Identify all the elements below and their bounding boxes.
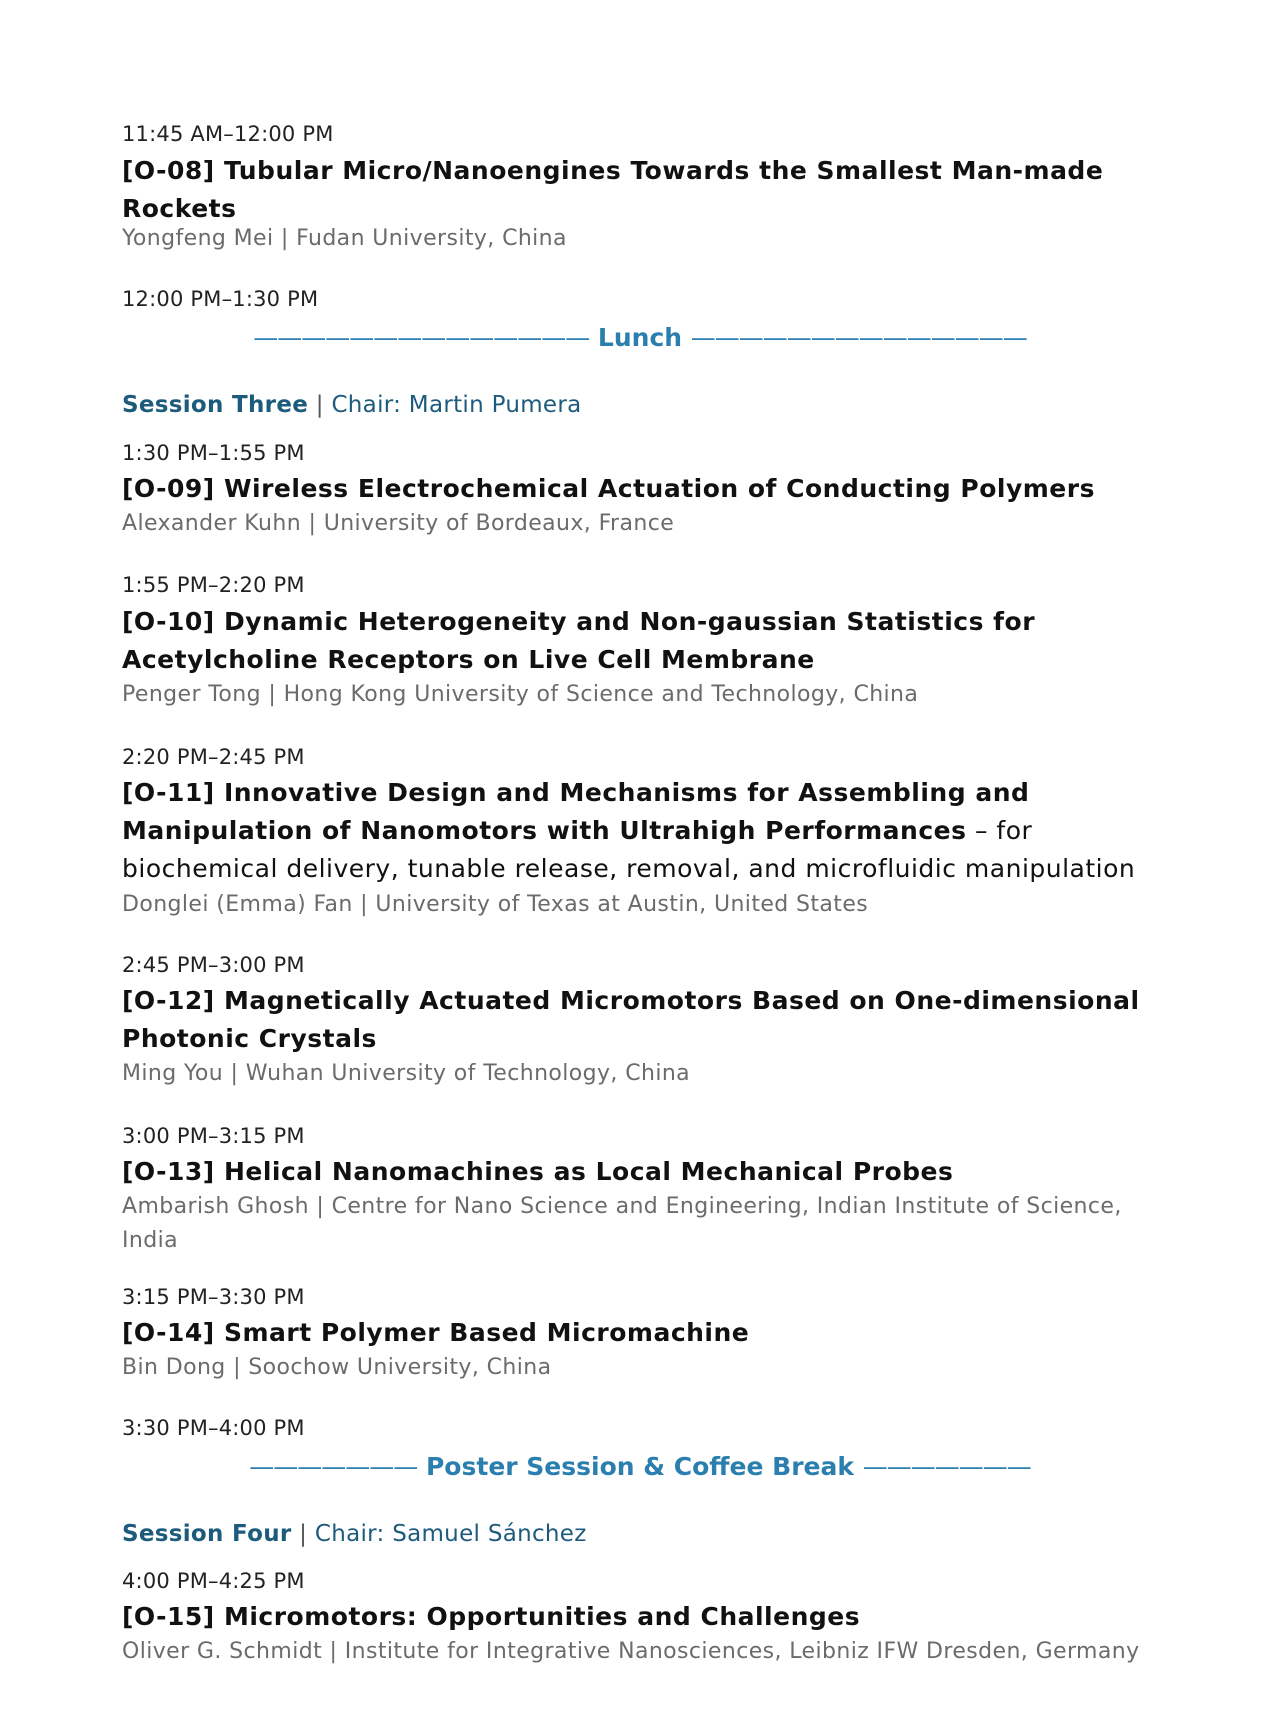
talk-time: 1:55 PM–2:20 PM [122,573,305,597]
talk-title: [O-11] Innovative Design and Mechanisms for Assembling and Manipulation of Nanomotors with Ultrahigh Performances – for biochemical delivery, tunable release, removal, and microfluidic manipulation [122,778,1136,883]
talk-title: [O-14] Smart Polymer Based Micromachine [122,1318,750,1347]
talk-title: [O-09] Wireless Electrochemical Actuation of Conducting Polymers [122,474,1095,503]
talk-title: [O-13] Helical Nanomachines as Local Mechanical Probes [122,1157,954,1186]
talk-title: [O-10] Dynamic Heterogeneity and Non-gaussian Statistics for Acetylcholine Receptors on Live Cell Membrane [122,607,1036,674]
talk-time: 3:15 PM–3:30 PM [122,1285,305,1309]
talk-time: 2:20 PM–2:45 PM [122,745,305,769]
talk-title: [O-15] Micromotors: Opportunities and Challenges [122,1602,861,1631]
talk-affiliation: Penger Tong | Hong Kong University of Science and Technology, China [122,682,919,707]
talk-time: 11:45 AM–12:00 PM [122,122,334,146]
talk-affiliation: Donglei (Emma) Fan | University of Texas at Austin, United States [122,892,869,917]
break-time: 12:00 PM–1:30 PM [122,287,319,311]
talk-affiliation: Oliver G. Schmidt | Institute for Integrative Nanosciences, Leibniz IFW Dresden, Germany [122,1639,1140,1664]
talk-affiliation: Ambarish Ghosh | Centre for Nano Science and Engineering, Indian Institute of Science, India [122,1194,1122,1253]
talk-affiliation: Yongfeng Mei | Fudan University, China [122,226,567,251]
talk-time: 2:45 PM–3:00 PM [122,953,305,977]
poster-coffee-banner: ——————— Poster Session & Coffee Break ——————— [249,1452,1031,1481]
talk-affiliation: Bin Dong | Soochow University, China [122,1355,552,1380]
session-three-header: Session Three | Chair: Martin Pumera [122,392,582,418]
talk-time: 4:00 PM–4:25 PM [122,1569,305,1593]
talk-time: 1:30 PM–1:55 PM [122,441,305,465]
lunch-banner: —————————————— Lunch —————————————— [253,323,1027,352]
talk-title: [O-08] Tubular Micro/Nanoengines Towards the Smallest Man-made Rockets [122,156,1104,223]
talk-title: [O-12] Magnetically Actuated Micromotors Based on One-dimensional Photonic Crystals [122,986,1140,1053]
talk-time: 3:00 PM–3:15 PM [122,1124,305,1148]
break-time: 3:30 PM–4:00 PM [122,1416,305,1440]
talk-affiliation: Ming You | Wuhan University of Technology, China [122,1061,691,1086]
talk-affiliation: Alexander Kuhn | University of Bordeaux, France [122,511,675,536]
session-four-header: Session Four | Chair: Samuel Sánchez [122,1521,587,1547]
